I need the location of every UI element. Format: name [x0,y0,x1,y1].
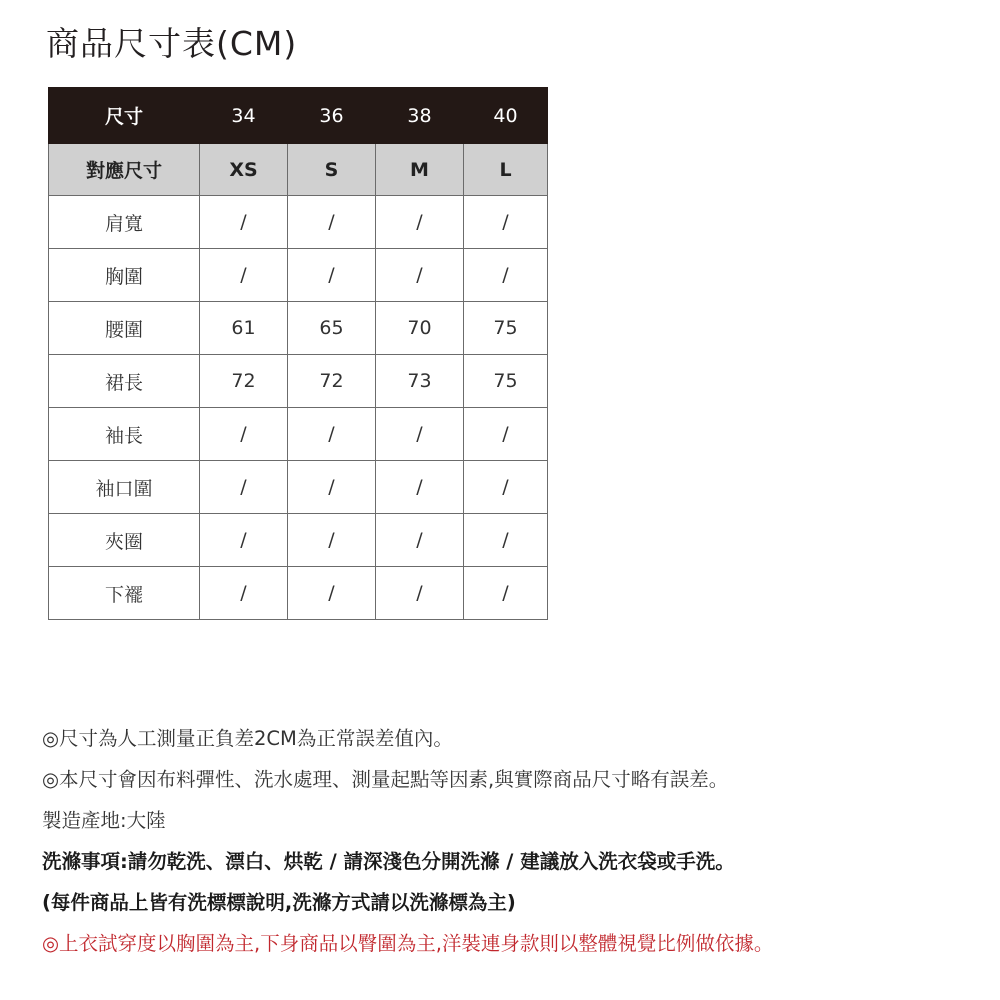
header-cell: 34 [200,88,288,144]
table-row [49,249,548,302]
row-label: 肩寬 [49,196,200,249]
table-cell: / [464,514,548,567]
header-cell: 38 [376,88,464,144]
table-header-row [49,88,548,144]
table-cell: / [376,196,464,249]
size-table [48,87,548,620]
subheader-cell: M [376,144,464,196]
table-cell: 65 [288,302,376,355]
table-cell: 72 [288,355,376,408]
table-cell: / [288,196,376,249]
table-cell: / [200,514,288,567]
measurement-tolerance-note: ◎尺寸為人工測量正負差2CM為正常誤差值內。 [42,727,453,750]
table-cell: / [200,249,288,302]
row-label: 下襬 [49,567,200,620]
table-cell: / [464,461,548,514]
table-cell: / [288,514,376,567]
subheader-cell: L [464,144,548,196]
table-cell: 75 [464,302,548,355]
table-cell: / [200,408,288,461]
row-label: 腰圍 [49,302,200,355]
table-row [49,408,548,461]
row-label: 胸圍 [49,249,200,302]
row-label: 袖長 [49,408,200,461]
table-row [49,461,548,514]
table-cell: 70 [376,302,464,355]
measurement-variance-note: ◎本尺寸會因布料彈性、洗水處理、測量起點等因素,與實際商品尺寸略有誤差。 [42,768,729,791]
table-cell: 73 [376,355,464,408]
table-cell: / [200,567,288,620]
table-row [49,567,548,620]
header-cell: 36 [288,88,376,144]
header-cell: 40 [464,88,548,144]
table-cell: / [464,196,548,249]
subheader-cell: S [288,144,376,196]
table-cell: 61 [200,302,288,355]
table-cell: / [200,461,288,514]
table-cell: / [288,567,376,620]
table-cell: / [464,567,548,620]
table-subheader-row [49,144,548,196]
table-cell: / [376,249,464,302]
page-title: 商品尺寸表(CM) [46,24,298,63]
table-cell: / [376,567,464,620]
table-cell: / [288,408,376,461]
table-cell: / [200,196,288,249]
row-label: 夾圈 [49,514,200,567]
notes-section [42,718,992,964]
table-cell: 72 [200,355,288,408]
table-cell: / [376,461,464,514]
table-row [49,514,548,567]
table-cell: / [376,514,464,567]
origin-note: 製造產地:大陸 [42,809,166,832]
table-cell: 75 [464,355,548,408]
subheader-cell: 對應尺寸 [49,144,200,196]
row-label: 袖口圍 [49,461,200,514]
table-cell: / [288,249,376,302]
table-row [49,355,548,408]
washing-label-note: (每件商品上皆有洗標標說明,洗滌方式請以洗滌標為主) [42,891,516,914]
table-cell: / [376,408,464,461]
header-cell: 尺寸 [49,88,200,144]
row-label: 裙長 [49,355,200,408]
table-cell: / [464,408,548,461]
table-row [49,302,548,355]
fitting-note: ◎上衣試穿度以胸圍為主,下身商品以臀圍為主,洋裝連身款則以整體視覺比例做依據。 [42,932,774,955]
subheader-cell: XS [200,144,288,196]
table-row [49,196,548,249]
table-cell: / [288,461,376,514]
washing-instructions: 洗滌事項:請勿乾洗、漂白、烘乾 / 請深淺色分開洗滌 / 建議放入洗衣袋或手洗。 [42,850,735,873]
table-cell: / [464,249,548,302]
